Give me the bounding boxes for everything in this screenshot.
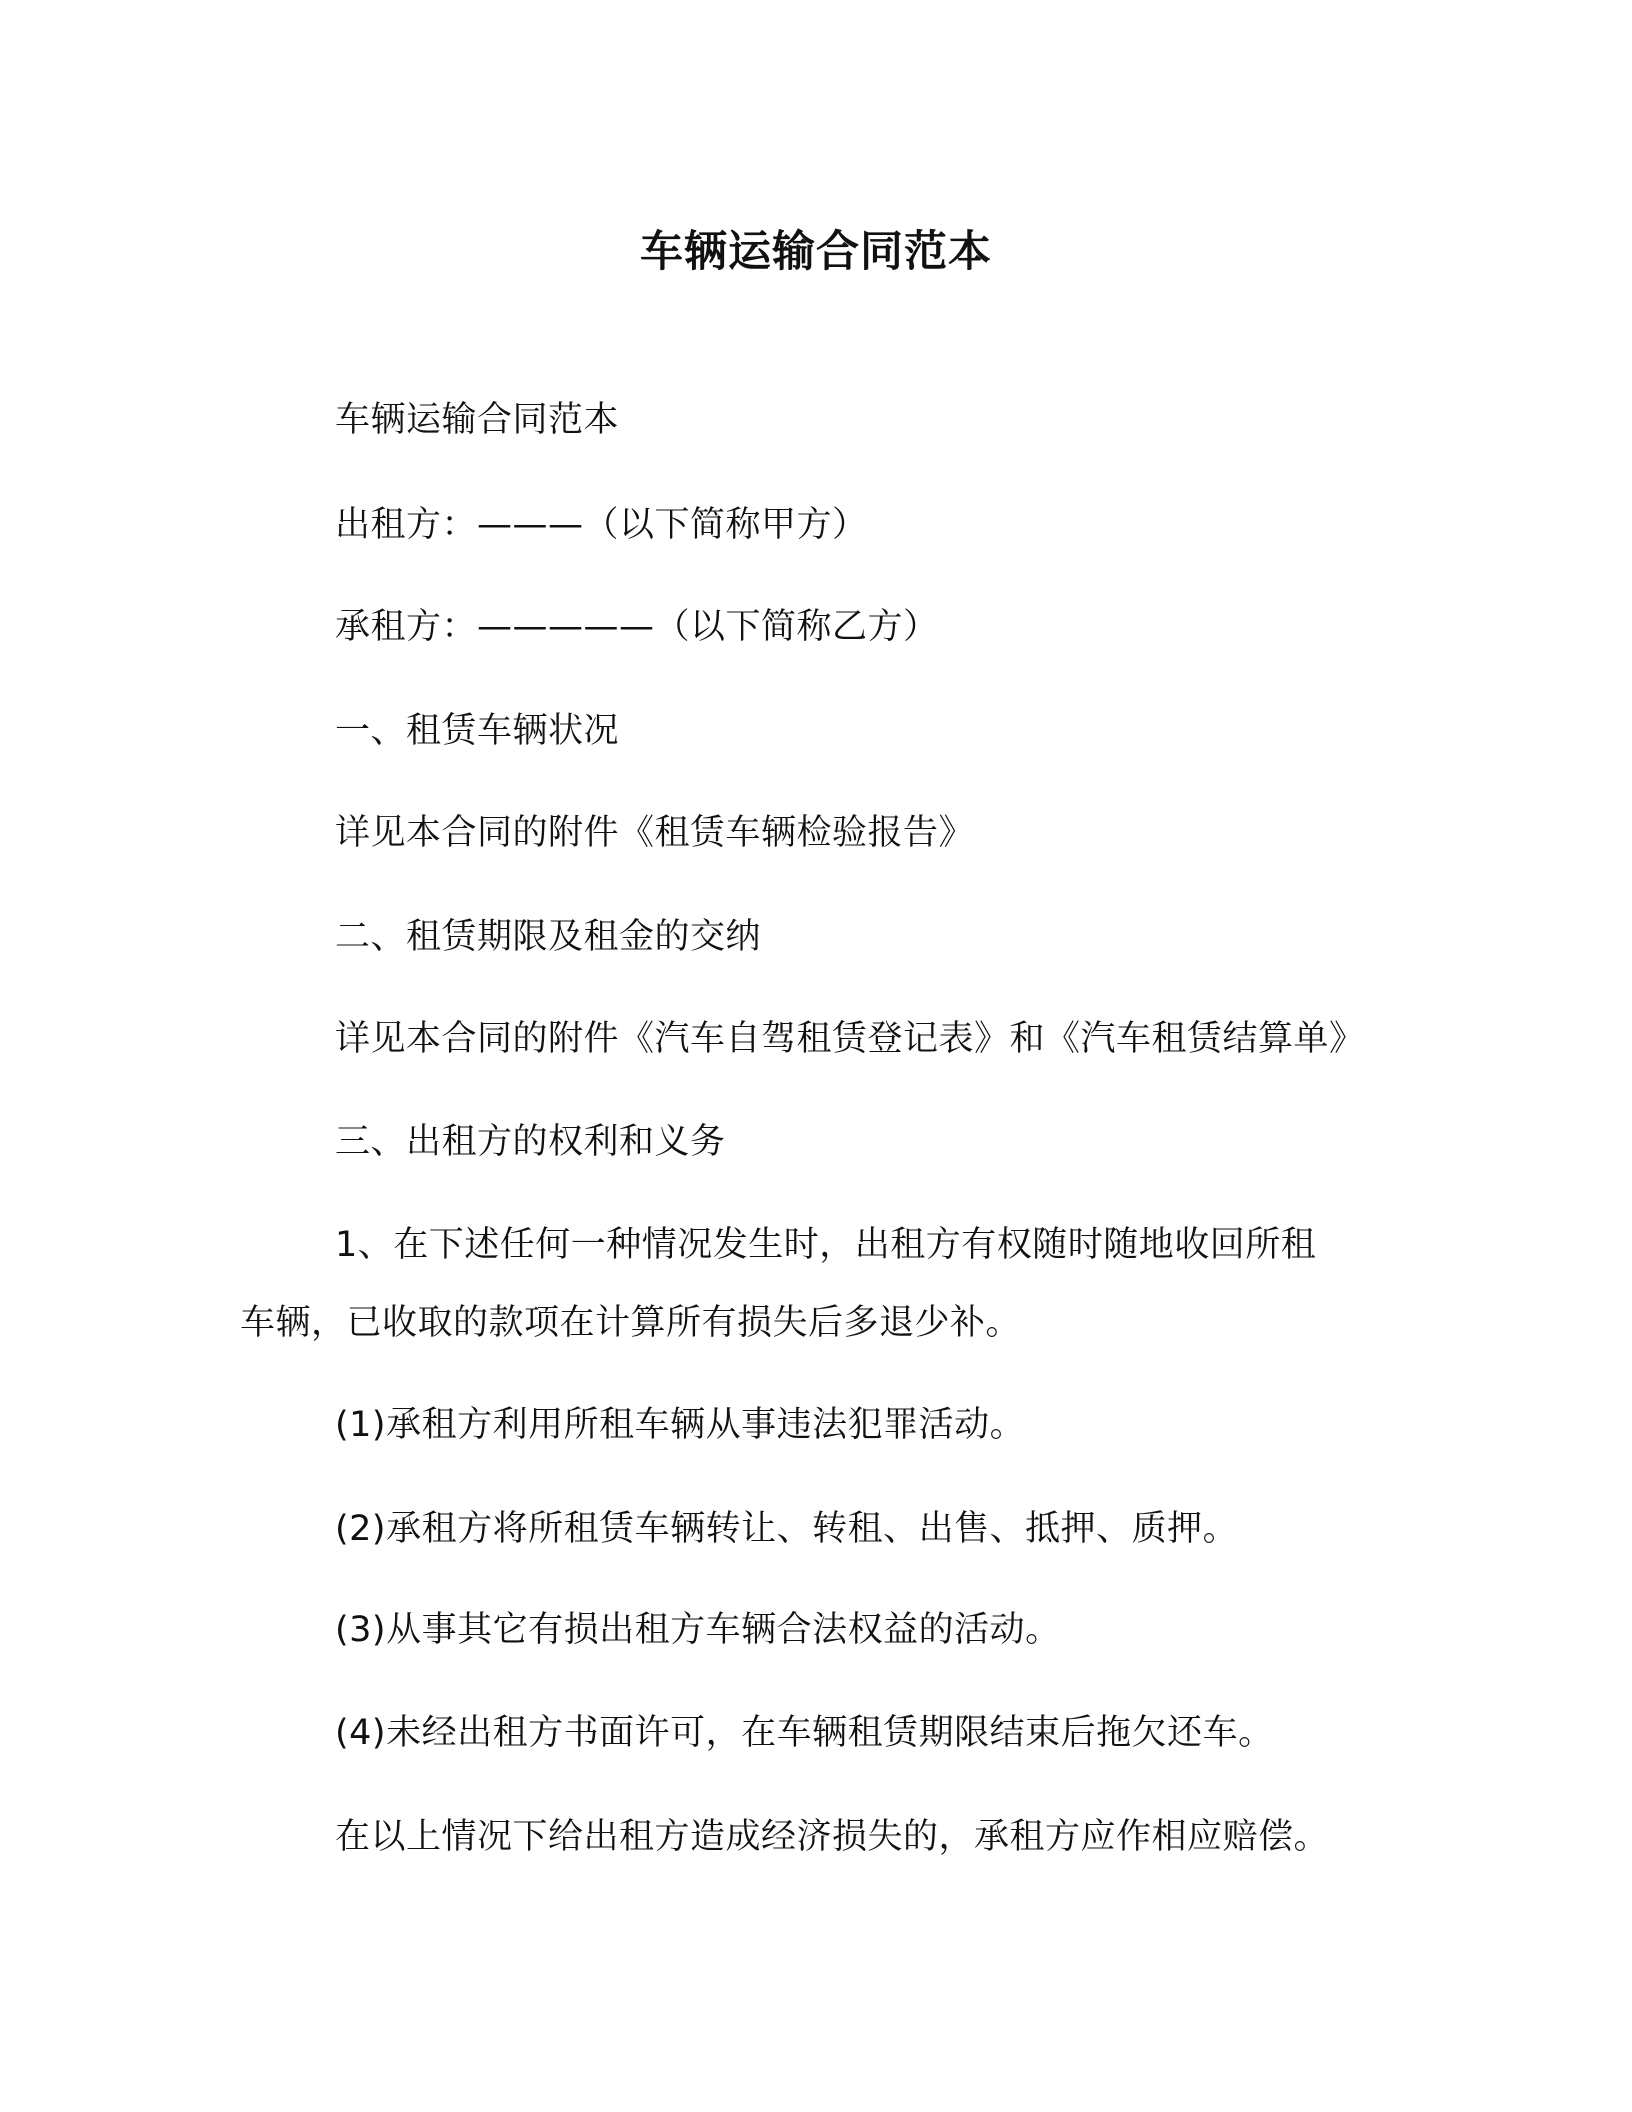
document-title: 车辆运输合同范本: [640, 227, 992, 277]
section-heading-1: 一、租赁车辆状况: [335, 711, 620, 751]
list-item-1: (1)承租方利用所租车辆从事违法犯罪活动。: [335, 1405, 1026, 1445]
list-item-4: (4)未经出租方书面许可，在车辆租赁期限结束后拖欠还车。: [335, 1713, 1274, 1753]
paragraph-compensation: 在以上情况下给出租方造成经济损失的，承租方应作相应赔偿。: [335, 1817, 1330, 1857]
paragraph-subtitle: 车辆运输合同范本: [335, 400, 620, 440]
list-item-3: (3)从事其它有损出租方车辆合法权益的活动。: [335, 1610, 1061, 1650]
paragraph-section-2-body: 详见本合同的附件《汽车自驾租赁登记表》和《汽车租赁结算单》: [335, 1019, 1365, 1059]
paragraph-lessee: 承租方：—————（以下简称乙方）: [335, 607, 939, 647]
section-heading-2: 二、租赁期限及租金的交纳: [335, 917, 762, 957]
paragraph-clause-1-continued: 车辆，已收取的款项在计算所有损失后多退少补。: [240, 1303, 1022, 1343]
section-heading-3: 三、出租方的权利和义务: [335, 1122, 726, 1162]
paragraph-section-1-body: 详见本合同的附件《租赁车辆检验报告》: [335, 813, 975, 853]
paragraph-lessor: 出租方：———（以下简称甲方）: [335, 505, 868, 545]
list-item-2: (2)承租方将所租赁车辆转让、转租、出售、抵押、质押。: [335, 1509, 1239, 1549]
paragraph-clause-1: 1、在下述任何一种情况发生时，出租方有权随时随地收回所租: [335, 1225, 1317, 1265]
